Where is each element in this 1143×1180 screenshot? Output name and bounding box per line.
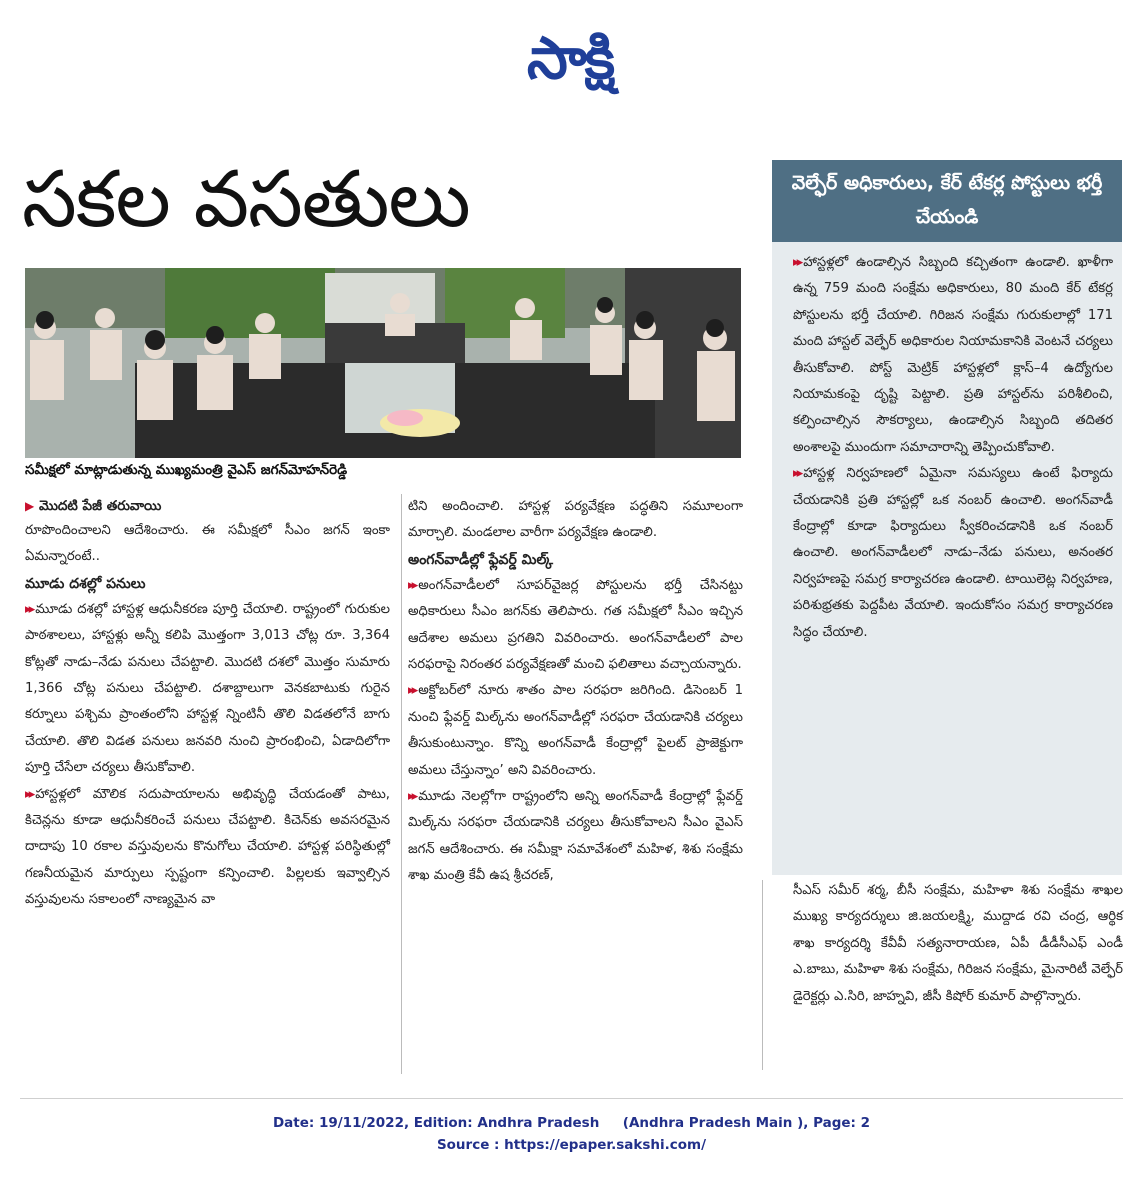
column-3-lower	[793, 878, 1123, 1010]
col3-lower-para: సీఎస్‌ సమీర్‌ శర్మ, బీసీ సంక్షేమ, మహిళా శిశు సంక్షేమ శాఖల ముఖ్య కార్యదర్శులు జి.జయలక్ష్మి, ముద్దాడ రవి చంద్ర, ఆర్థిక శాఖ కార్యదర్శి కేవీవీ సత్యనారాయణ, ఏపీ డీడీసీఎఫ్‌ ఎండీ ఎ.బాబు, మహిళా శిశు సంక్షేమ, గిరిజన సంక్షేమ, మైనారిటీ వెల్ఫేర్‌ డైరెక్టర్లు ఎ.సిరి, జాహ్నవి, జీసీ కిషోర్‌ కుమార్‌ పాల్గొన్నారు.	[793, 883, 1123, 1004]
col2-para-3: ▸▸ మూడు నెలల్లోగా రాష్ట్రంలోని అన్ని అంగన్‌వాడీ కేంద్రాల్లో ఫ్లేవర్డ్‌ మిల్క్‌ను సరఫరా చేయడానికి చర్యలు తీసుకోవాలని సీఎం వైఎస్‌ జగన్‌ ఆదేశించారు. ఈ సమీక్షా సమావేశంలో మహిళ, శిశు సంక్షేమ శాఖ మంత్రి కేవీ ఉష శ్రీచరణ్‌,	[408, 789, 743, 884]
column-1	[25, 494, 390, 914]
meeting-photo-illustration	[25, 268, 741, 458]
footer-date-edition: Date: 19/11/2022, Edition: Andhra Pradesh (Andhra Pradesh Main ), Page: 2	[272, 1115, 871, 1131]
col2-para-1: ▸▸ అంగన్‌వాడీలలో సూపర్‌వైజర్ల పోస్టులను భర్తీ చేసినట్టు అధికారులు సీఎం జగన్‌కు తెలిపారు. గత సమీక్షలో సీఎం ఇచ్చిన ఆదేశాల అమలు ప్రగతిని వివరించారు. అంగన్‌వాడీలలో పాల సరఫరాపై నిరంతర పర్యవేక్షణతో మంచి ఫలితాలు వచ్చాయన్నారు.	[408, 577, 743, 673]
double-arrow-icon: ▸▸	[408, 683, 416, 699]
sidebar-para-2: ▸▸ హాస్టళ్ల నిర్వహణలో ఏమైనా సమస్యలు ఉంటే ఫిర్యాదు చేయడానికి ప్రతి హాస్టల్లో ఒక నంబర్‌ ఉంచాలి. అంగన్‌వాడీ కేంద్రాల్లో కూడా ఫిర్యాదులు స్వీకరించడానికి ఒక నంబర్‌ ఉంచాలి. అంగన్‌వాడీలలో నాడు–నేడు పనులు, అనంతర నిర్వహణపై సమగ్ర కార్యాచరణ ఉండాలి. టాయిలెట్ల నిర్వహణ, పరిశుభ్రతకు పెద్దపీట వేయాలి. ఇందుకోసం సమగ్ర కార్యాచరణ సిద్ధం చేయాలి.	[793, 466, 1113, 640]
continuation-label	[25, 494, 390, 518]
footer-source[interactable]: Source : https://epaper.sakshi.com/	[436, 1137, 707, 1153]
col1-para-2: ▸▸ హాస్టళ్లలో మౌలిక సదుపాయాలను అభివృద్ధి చేయడంతో పాటు, కిచెన్లను కూడా ఆధునీకరించే పనులు చేపట్టాలి. కిచెన్‌కు అవసరమైన దాదాపు 10 రకాల వస్తువులను కొనుగోలు చేయాలి. హాస్టళ్ల పరిస్థితుల్లో గణనీయమైన మార్పులు స్పష్టంగా కన్పించాలి. పిల్లలకు ఇవ్వాల్సిన వస్తువులను సకాలంలో నాణ్యమైన వా	[25, 786, 390, 908]
col2-intro: టిని అందించాలి. హాస్టళ్ల పర్యవేక్షణ పద్ధతిని సమూలంగా మార్చాలి. మండలాల వారీగా పర్యవేక్షణ ఉండాలి.	[408, 499, 743, 541]
col1-intro: రూపొందించాలని ఆదేశించారు. ఈ సమీక్షలో సీఎం జగన్‌ ఇంకా ఏమన్నారంటే..	[25, 523, 390, 565]
sidebar-para-1: ▸▸ హాస్టళ్లలో ఉండాల్సిన సిబ్బంది కచ్చితంగా ఉండాలి. ఖాళీగా ఉన్న 759 మంది సంక్షేమ అధికారులు, 80 మంది కేర్‌ టేకర్ల పోస్టులను భర్తీ చేయాలి. గిరిజన సంక్షేమ గురుకులాల్లో 171 మంది హాస్టల్‌ వెల్ఫేర్‌ అధికారుల నియామకానికి వెంటనే చర్యలు తీసుకోవాలి. పోస్ట్‌ మెట్రిక్‌ హాస్టళ్లలో క్లాస్‌–4 ఉద్యోగుల నియామకంపై దృష్టి పెట్టాలి. ప్రతి హాస్టల్‌ను పరిశీలించి, కల్పించాల్సిన సౌకర్యాలు, ఉండాల్సిన సిబ్బంది తదితర అంశాలపై ముందుగా సమాచారాన్ని తెప్పించుకోవాలి.	[793, 255, 1113, 455]
column-divider	[401, 494, 402, 1074]
subhead-three-phases: మూడు దశల్లో పనులు	[25, 575, 146, 592]
col2-para-2: ▸▸ అక్టోబర్‌లో నూరు శాతం పాల సరఫరా జరిగింది. డిసెంబర్‌ 1 నుంచి ఫ్లేవర్డ్‌ మిల్క్‌ను అంగన్‌వాడీల్లో సరఫరా చేయడానికి చర్యలు తీసుకుంటున్నాం. కొన్ని అంగన్‌వాడీ కేంద్రాల్లో పైలట్‌ ప్రాజెక్టుగా అమలు చేస్తున్నాం’ అని వివరించారు.	[408, 683, 743, 778]
sidebar-title: వెల్ఫేర్‌ అధికారులు, కేర్‌ టేకర్ల పోస్టులు భర్తీ చేయండి	[772, 160, 1122, 242]
double-arrow-icon: ▸▸	[408, 789, 416, 805]
double-arrow-icon: ▸▸	[793, 466, 801, 482]
double-arrow-icon: ▸▸	[25, 601, 33, 617]
sidebar-body	[793, 250, 1113, 646]
subhead-flavoured-milk: అంగన్‌వాడీల్లో ఫ్లేవర్డ్‌ మిల్క్‌	[408, 551, 554, 568]
triangle-icon: ▶	[25, 499, 35, 513]
double-arrow-icon: ▸▸	[408, 577, 416, 593]
meeting-photo	[25, 268, 741, 458]
column-2	[408, 494, 743, 890]
double-arrow-icon: ▸▸	[25, 786, 33, 802]
sakshi-logo: సాక్షి	[526, 24, 614, 92]
photo-caption: సమీక్షలో మాట్లాడుతున్న ముఖ్యమంత్రి వైఎస్‌ జగన్‌మోహన్‌రెడ్డి	[25, 462, 348, 478]
headline: సకల వసతులు	[22, 155, 470, 245]
column-divider	[762, 880, 763, 1070]
continuation-text: మొదటి పేజీ తరువాయి	[38, 498, 162, 514]
footer	[0, 1112, 1143, 1156]
col1-para-1: ▸▸ మూడు దశల్లో హాస్టళ్ల ఆధునీకరణ పూర్తి చేయాలి. రాష్ట్రంలో గురుకుల పాఠశాలలు, హాస్టళ్లు అన్నీ కలిపి మొత్తంగా 3,013 చోట్ల రూ. 3,364 కోట్లతో నాడు–నేడు పనులు చేపట్టాలి. మొదటి దశలో మొత్తం సుమారు 1,366 చోట్ల పనులు చేపట్టాలి. దశాబ్దాలుగా వెనకబాటుకు గురైన కర్నూలు పశ్చిమ ప్రాంతంలోని హాస్టళ్ల న్నింటినీ తొలి విడతలోనే బాగు చేయాలి. తొలి విడత పనులు జనవరి నుంచి ప్రారంభించి, ఏడాదిలోగా పూర్తి చేసేలా చర్యలు తీసుకోవాలి.	[25, 601, 390, 776]
double-arrow-icon: ▸▸	[793, 255, 801, 270]
footer-divider	[20, 1098, 1123, 1099]
